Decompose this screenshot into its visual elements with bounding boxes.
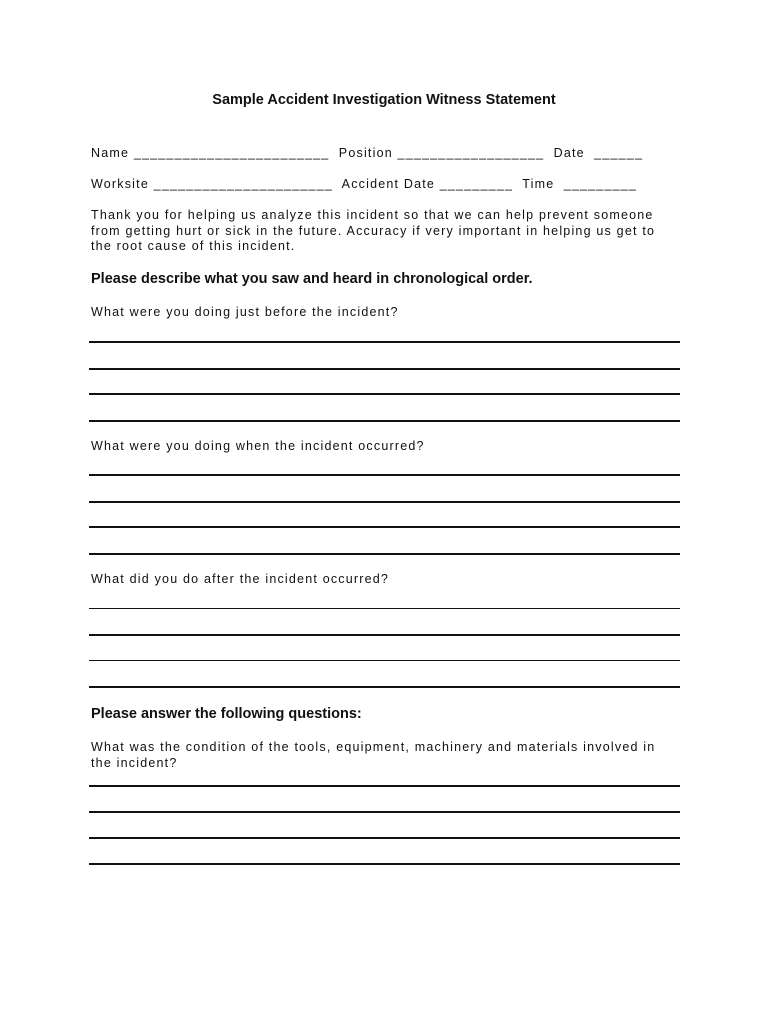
document-title: Sample Accident Investigation Witness Statement: [212, 92, 556, 108]
answer-line[interactable]: [89, 393, 680, 395]
answer-line[interactable]: [89, 686, 680, 688]
answer-line[interactable]: [89, 837, 680, 839]
section-heading-questions: Please answer the following questions:: [91, 706, 362, 722]
answer-line[interactable]: [89, 863, 680, 865]
intro-paragraph: Thank you for helping us analyze this incident so that we can help prevent someone from getting hurt or sick in the future. Accuracy if very important in helping us get to the root cause of this incident.: [91, 208, 656, 253]
answer-line[interactable]: [89, 368, 680, 370]
section-heading-chronological: Please describe what you saw and heard in chronological order.: [91, 271, 533, 287]
answer-line[interactable]: [89, 474, 680, 476]
answer-line[interactable]: [89, 553, 680, 555]
answer-line[interactable]: [89, 608, 680, 609]
answer-line[interactable]: [89, 341, 680, 343]
answer-line[interactable]: [89, 785, 680, 787]
answer-line[interactable]: [89, 420, 680, 422]
answer-line[interactable]: [89, 634, 680, 636]
question-after-incident: What did you do after the incident occurred?: [91, 572, 390, 586]
answer-line[interactable]: [89, 811, 680, 813]
answer-line[interactable]: [89, 501, 680, 503]
question-equipment-condition: What was the condition of the tools, equipment, machinery and materials involved in the incident?: [91, 740, 656, 770]
answer-line[interactable]: [89, 660, 680, 661]
question-during-incident: What were you doing when the incident occurred?: [91, 439, 425, 453]
worksite-accident-date-time-row[interactable]: Worksite ______________________ Accident Date _________ Time _________: [91, 177, 638, 191]
name-position-date-row[interactable]: Name ________________________ Position __________________ Date ______: [91, 146, 644, 160]
question-before-incident: What were you doing just before the incident?: [91, 305, 399, 319]
answer-line[interactable]: [89, 526, 680, 528]
